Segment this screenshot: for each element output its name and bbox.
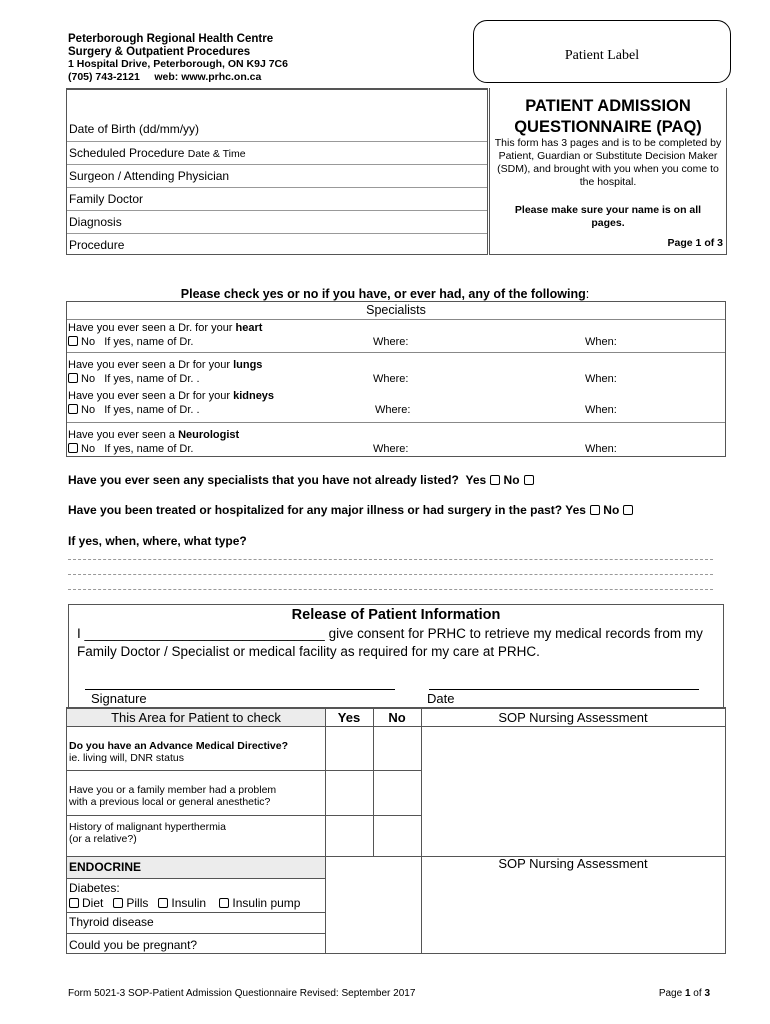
details-line-3[interactable] (68, 589, 713, 590)
endocrine-nursing-assessment-header: SOP Nursing Assessment (498, 856, 648, 871)
neurologist-no-checkbox[interactable] (68, 443, 78, 453)
heart-no-checkbox[interactable] (68, 336, 78, 346)
signature-line[interactable] (85, 689, 395, 690)
release-title: Release of Patient Information (291, 607, 501, 623)
specialist-row-heart: Have you ever seen a Dr. for your heart No If yes, name of Dr. Where: When: (68, 322, 617, 348)
details-line-1[interactable] (68, 559, 713, 560)
thyroid-question: Thyroid disease (69, 915, 154, 929)
if-yes-details-question: If yes, when, where, what type? (68, 534, 247, 548)
page-number: Page 1 of 3 (667, 237, 723, 249)
no-column-header: No (388, 710, 406, 725)
specialists-title: Specialists (366, 303, 426, 317)
patient-label-box[interactable] (473, 20, 731, 83)
other-specialists-no-checkbox[interactable] (524, 475, 534, 485)
department-name: Surgery & Outpatient Procedures (68, 45, 251, 58)
patient-info-box (66, 88, 488, 255)
hospitalized-question: Have you been treated or hospitalized for any major illness or had surgery in the past? Yes No (68, 503, 633, 517)
yes-column-header: Yes (337, 710, 361, 725)
diabetes-pills-checkbox[interactable] (113, 898, 123, 908)
diabetes-diet-checkbox[interactable] (69, 898, 79, 908)
specialist-row-neurologist: Have you ever seen a Neurologist No If yes, name of Dr. Where: When: (68, 429, 617, 455)
specialist-row-kidneys: Have you ever seen a Dr for your kidneys No If yes, name of Dr. . Where: When: (68, 390, 617, 416)
org-name: Peterborough Regional Health Centre (68, 33, 274, 45)
malignant-hyperthermia-question: History of malignant hyperthermia (or a relative?) (69, 821, 226, 845)
other-specialists-yes-checkbox[interactable] (490, 475, 500, 485)
org-contact: (705) 743-2121 web: www.prhc.on.ca (68, 70, 262, 83)
org-address: 1 Hospital Drive, Peterborough, ON K9J 7C6 (68, 58, 288, 70)
signature-label: Signature (91, 691, 147, 706)
checklist-heading: Please check yes or no if you have, or ever had, any of the following: (180, 287, 590, 301)
nursing-assessment-header: SOP Nursing Assessment (498, 710, 648, 725)
form-footer: Form 5021-3 SOP-Patient Admission Questionnaire Revised: September 2017 (68, 988, 416, 999)
organization-header (68, 33, 288, 83)
scheduled-procedure-field[interactable]: Scheduled Procedure Date & Time (67, 141, 487, 162)
hospitalized-no-checkbox[interactable] (623, 505, 633, 515)
family-doctor-field[interactable]: Family Doctor (67, 187, 487, 207)
release-consent-text: I ________________________________ give consent for PRHC to retrieve my medical records from my Family Doctor / Specialist or medical facility as required for my care at PRHC. (77, 626, 703, 659)
form-description: This form has 3 pages and is to be completed by Patient, Guardian or Substitute Decision Maker (SDM), and brought with you when you come to the hospital. (494, 137, 722, 188)
release-of-information-section (68, 604, 724, 708)
specialists-section (66, 301, 726, 457)
diabetes-insulin-pump-checkbox[interactable] (219, 898, 229, 908)
patient-check-table (66, 707, 726, 954)
diabetes-insulin-checkbox[interactable] (158, 898, 168, 908)
other-specialists-question: Have you ever seen any specialists that you have not already listed? Yes No (68, 473, 534, 487)
specialist-row-lungs: Have you ever seen a Dr for your lungs No If yes, name of Dr. . Where: When: (68, 359, 617, 385)
pregnancy-question: Could you be pregnant? (69, 938, 198, 952)
anesthetic-problem-question: Have you or a family member had a problem with a previous local or general anesthetic? (69, 784, 277, 808)
patient-check-column-header: This Area for Patient to check (111, 710, 281, 725)
advance-directive-question: Do you have an Advance Medical Directive? ie. living will, DNR status (69, 740, 289, 764)
diagnosis-field[interactable]: Diagnosis (67, 210, 487, 230)
details-line-2[interactable] (68, 574, 713, 575)
name-reminder: Please make sure your name is on all pages. (514, 204, 702, 229)
diabetes-question: Diabetes: Diet Pills Insulin Insulin pump (69, 881, 301, 910)
patient-label-text: Patient Label (564, 48, 640, 63)
surgeon-field[interactable]: Surgeon / Attending Physician (67, 164, 487, 184)
consent-name-blank[interactable]: ________________________________ (84, 626, 325, 641)
procedure-field[interactable]: Procedure (67, 233, 487, 253)
date-label: Date (427, 691, 455, 706)
hospitalized-yes-checkbox[interactable] (590, 505, 600, 515)
form-title: PATIENT ADMISSION QUESTIONNAIRE (PAQ) (514, 97, 702, 136)
paq-title-panel (489, 88, 727, 255)
endocrine-heading: ENDOCRINE (69, 860, 142, 874)
dob-field[interactable]: Date of Birth (dd/mm/yy) (69, 122, 200, 136)
lungs-no-checkbox[interactable] (68, 373, 78, 383)
date-line[interactable] (429, 689, 699, 690)
footer-page-number: Page 1 of 3 (658, 988, 710, 999)
kidneys-no-checkbox[interactable] (68, 404, 78, 414)
